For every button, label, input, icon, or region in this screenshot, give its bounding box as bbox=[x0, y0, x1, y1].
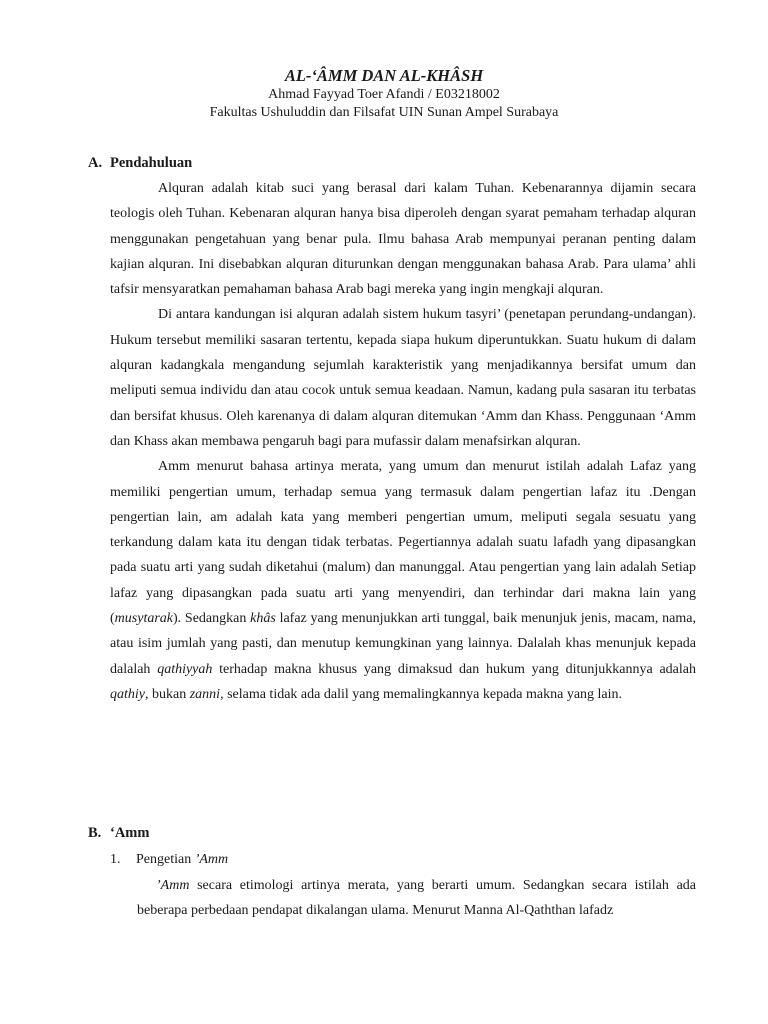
section-a-number: A. bbox=[88, 155, 103, 171]
section-a-body bbox=[110, 176, 696, 707]
subsection-1-number: 1. bbox=[110, 852, 121, 867]
affiliation-line: Fakultas Ushuluddin dan Filsafat UIN Sunan Ampel Surabaya bbox=[209, 105, 559, 120]
section-a-heading bbox=[88, 155, 192, 172]
subsection-1-paragraph bbox=[137, 873, 696, 924]
p3-text-3: lafaz yang menunjukkan arti tunggal, baik menunjuk jenis, macam, nama, atau isim jumlah yang pasti, dan menutup kemungkinan yang lainnya. Dalalah khas menunjuk kepada dalalah bbox=[110, 611, 696, 677]
subsection-1-text: secara etimologi artinya merata, yang berarti umum. Sedangkan secara istilah ada beberapa perbedaan pendapat dikalangan ulama. Menurut Manna Al-Qaththan lafadz bbox=[137, 878, 696, 919]
term-musytarak: musytarak bbox=[114, 611, 173, 627]
subsection-1-label-term: ’Amm bbox=[194, 852, 229, 867]
p3-text-1: Amm menurut bahasa artinya merata, yang umum dan menurut istilah adalah Lafaz yang memiliki pengertian umum, terhadap semua yang termasuk dalam pengertian lafaz itu .Dengan pengertian lain, am adalah kata yang memberi pengertian umum, meliputi segala sesuatu yang terkandung dalam kata itu dengan tidak terbatas. Pegertiannya adalah suatu lafadh yang dipasangkan pada suatu arti yang sudah diketahui (malum) dan manunggal. Atau pengertian yang lain adalah Setiap lafaz yang dipasangkan pada suatu arti yang menyendiri, dan terhindar dari makna lain yang ( bbox=[110, 459, 696, 627]
subsection-1-label: Pengetian bbox=[136, 852, 195, 867]
term-qathiy: qathiy bbox=[110, 686, 145, 702]
section-b-number: B. bbox=[88, 825, 102, 841]
section-a-title: Pendahuluan bbox=[110, 155, 193, 171]
p3-text-2: ). Sedangkan bbox=[173, 611, 251, 627]
subsection-1-body bbox=[137, 873, 696, 924]
document-title: AL-‘ÂMM DAN AL-KHÂSH bbox=[284, 66, 484, 85]
section-b-heading bbox=[88, 825, 149, 842]
term-zanni: zanni bbox=[189, 686, 221, 702]
paragraph-3 bbox=[110, 454, 696, 707]
p3-text-5: , bukan bbox=[145, 686, 190, 702]
term-qathiyyah: qathiyyah bbox=[157, 661, 213, 677]
author-line: Ahmad Fayyad Toer Afandi / E03218002 bbox=[268, 87, 500, 102]
term-amm: ’Amm bbox=[156, 878, 190, 893]
p3-text-4: terhadap makna khusus yang dimaksud dan hukum yang ditunjukkannya adalah bbox=[212, 661, 696, 677]
p3-text-6: , selama tidak ada dalil yang memalingkannya kepada makna yang lain. bbox=[220, 686, 623, 702]
paragraph-2: Di antara kandungan isi alquran adalah sistem hukum tasyri’ (penetapan perundang-undangan). Hukum tersebut memiliki sasaran tertentu, kepada siapa hukum diperuntukkan. Suatu hukum di dalam alquran kadangkala mengandung sejumlah karakteristik yang menjadikannya bersifat umum dan meliputi semua individu dan atau cocok untuk semua keadaan. Namun, kadang pula sasaran itu terbatas dan bersifat khusus. Oleh karenanya di dalam alquran ditemukan ‘Amm dan Khass. Penggunaan ‘Amm dan Khass akan membawa pengaruh bagi para mufassir dalam menafsirkan alquran. bbox=[110, 307, 696, 449]
paragraph-1: Alquran adalah kitab suci yang berasal dari kalam Tuhan. Kebenarannya dijamin secara teologis oleh Tuhan. Kebenaran alquran hanya bisa diperoleh dengan syarat pemaham terhadap alquran menggunakan pengetahuan yang benar pula. Ilmu bahasa Arab mempunyai peranan penting dalam kajian alquran. Ini disebabkan alquran diturunkan dengan menggunakan bahasa Arab. Para ulama’ ahli tafsir mensyaratkan pemahaman bahasa Arab bagi mereka yang ingin mengkaji alquran. bbox=[110, 181, 696, 298]
section-b-title: ‘Amm bbox=[110, 825, 150, 841]
subsection-1-heading bbox=[110, 852, 228, 868]
term-khas: khâs bbox=[250, 611, 276, 627]
